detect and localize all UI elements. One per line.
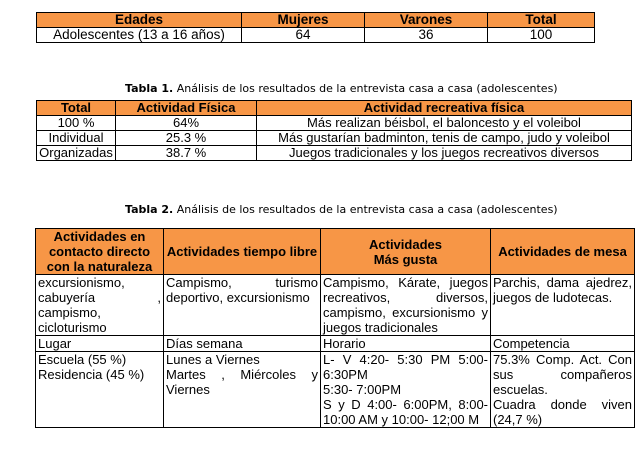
table-row (36, 275, 635, 336)
header-cell: Actividades Más gusta (321, 229, 491, 275)
table-cell: Organizadas (37, 146, 116, 161)
table-cell: 36 (365, 28, 488, 43)
table-row (37, 116, 632, 131)
table-cell: Parchis, dama ajedrez, juegos de ludotecas. (491, 275, 635, 336)
table1-caption (125, 82, 558, 95)
caption-label: Tabla 1. (125, 82, 174, 95)
header-cell: Actividades en contacto directo con la naturaleza (36, 229, 164, 275)
table-cell: L- V 4:20- 5:30 PM 5:00- 6:30PM 5:30- 7:00PM S y D 4:00- 6:00PM, 8:00- 10:00 AM y 10:00- 12;00 M (321, 352, 491, 428)
header-cell: Actividad Física (116, 101, 257, 116)
table-cell: Juegos tradicionales y los juegos recreativos diversos (257, 146, 632, 161)
table-cell: Individual (37, 131, 116, 146)
demographics-table (36, 12, 595, 43)
table-header-row (37, 13, 595, 28)
table-cell: Campismo, Kárate, juegos recreativos, diversos, campismo, excursionismo y juegos tradicionales (321, 275, 491, 336)
table-row (37, 131, 632, 146)
table-row (37, 28, 595, 43)
table-header-row (37, 101, 632, 116)
table-cell: Más gustarían badminton, tenis de campo, judo y voleibol (257, 131, 632, 146)
table-cell: Escuela (55 %) Residencia (45 %) (36, 352, 164, 428)
header-cell: Actividades de mesa (491, 229, 635, 275)
table-cell: Campismo, turismo deportivo, excursionismo (164, 275, 321, 336)
activity-analysis-table (36, 100, 632, 161)
table-cell: Días semana (164, 336, 321, 352)
table-cell: 100 % (37, 116, 116, 131)
activities-preferences-table (35, 228, 635, 428)
caption-text: Análisis de los resultados de la entrevista casa a casa (adolescentes) (173, 203, 558, 216)
table-row (36, 336, 635, 352)
header-cell: Edades (37, 13, 242, 28)
table-cell: Más realizan béisbol, el baloncesto y el voleibol (257, 116, 632, 131)
table-row (37, 146, 632, 161)
table-row (36, 352, 635, 428)
header-cell: Varones (365, 13, 488, 28)
header-cell: Total (488, 13, 595, 28)
table-cell: 25.3 % (116, 131, 257, 146)
caption-text: Análisis de los resultados de la entrevista casa a casa (adolescentes) (173, 82, 558, 95)
header-cell: Mujeres (242, 13, 365, 28)
header-cell: Actividades tiempo libre (164, 229, 321, 275)
table-cell: 38.7 % (116, 146, 257, 161)
table-cell: Horario (321, 336, 491, 352)
header-cell: Total (37, 101, 116, 116)
table-cell: excursionismo, cabuyería , campismo, cicloturismo (36, 275, 164, 336)
table-cell: Lunes a Viernes Martes , Miércoles y Viernes (164, 352, 321, 428)
table-cell: 100 (488, 28, 595, 43)
table-cell: Adolescentes (13 a 16 años) (37, 28, 242, 43)
table-cell: 75.3% Comp. Act. Con sus compañeros escuelas. Cuadra donde viven (24,7 %) (491, 352, 635, 428)
table-cell: 64 (242, 28, 365, 43)
table-header-row (36, 229, 635, 275)
table-cell: Competencia (491, 336, 635, 352)
table2-caption (125, 203, 558, 216)
caption-label: Tabla 2. (125, 203, 174, 216)
header-cell: Actividad recreativa física (257, 101, 632, 116)
table-cell: 64% (116, 116, 257, 131)
table-cell: Lugar (36, 336, 164, 352)
